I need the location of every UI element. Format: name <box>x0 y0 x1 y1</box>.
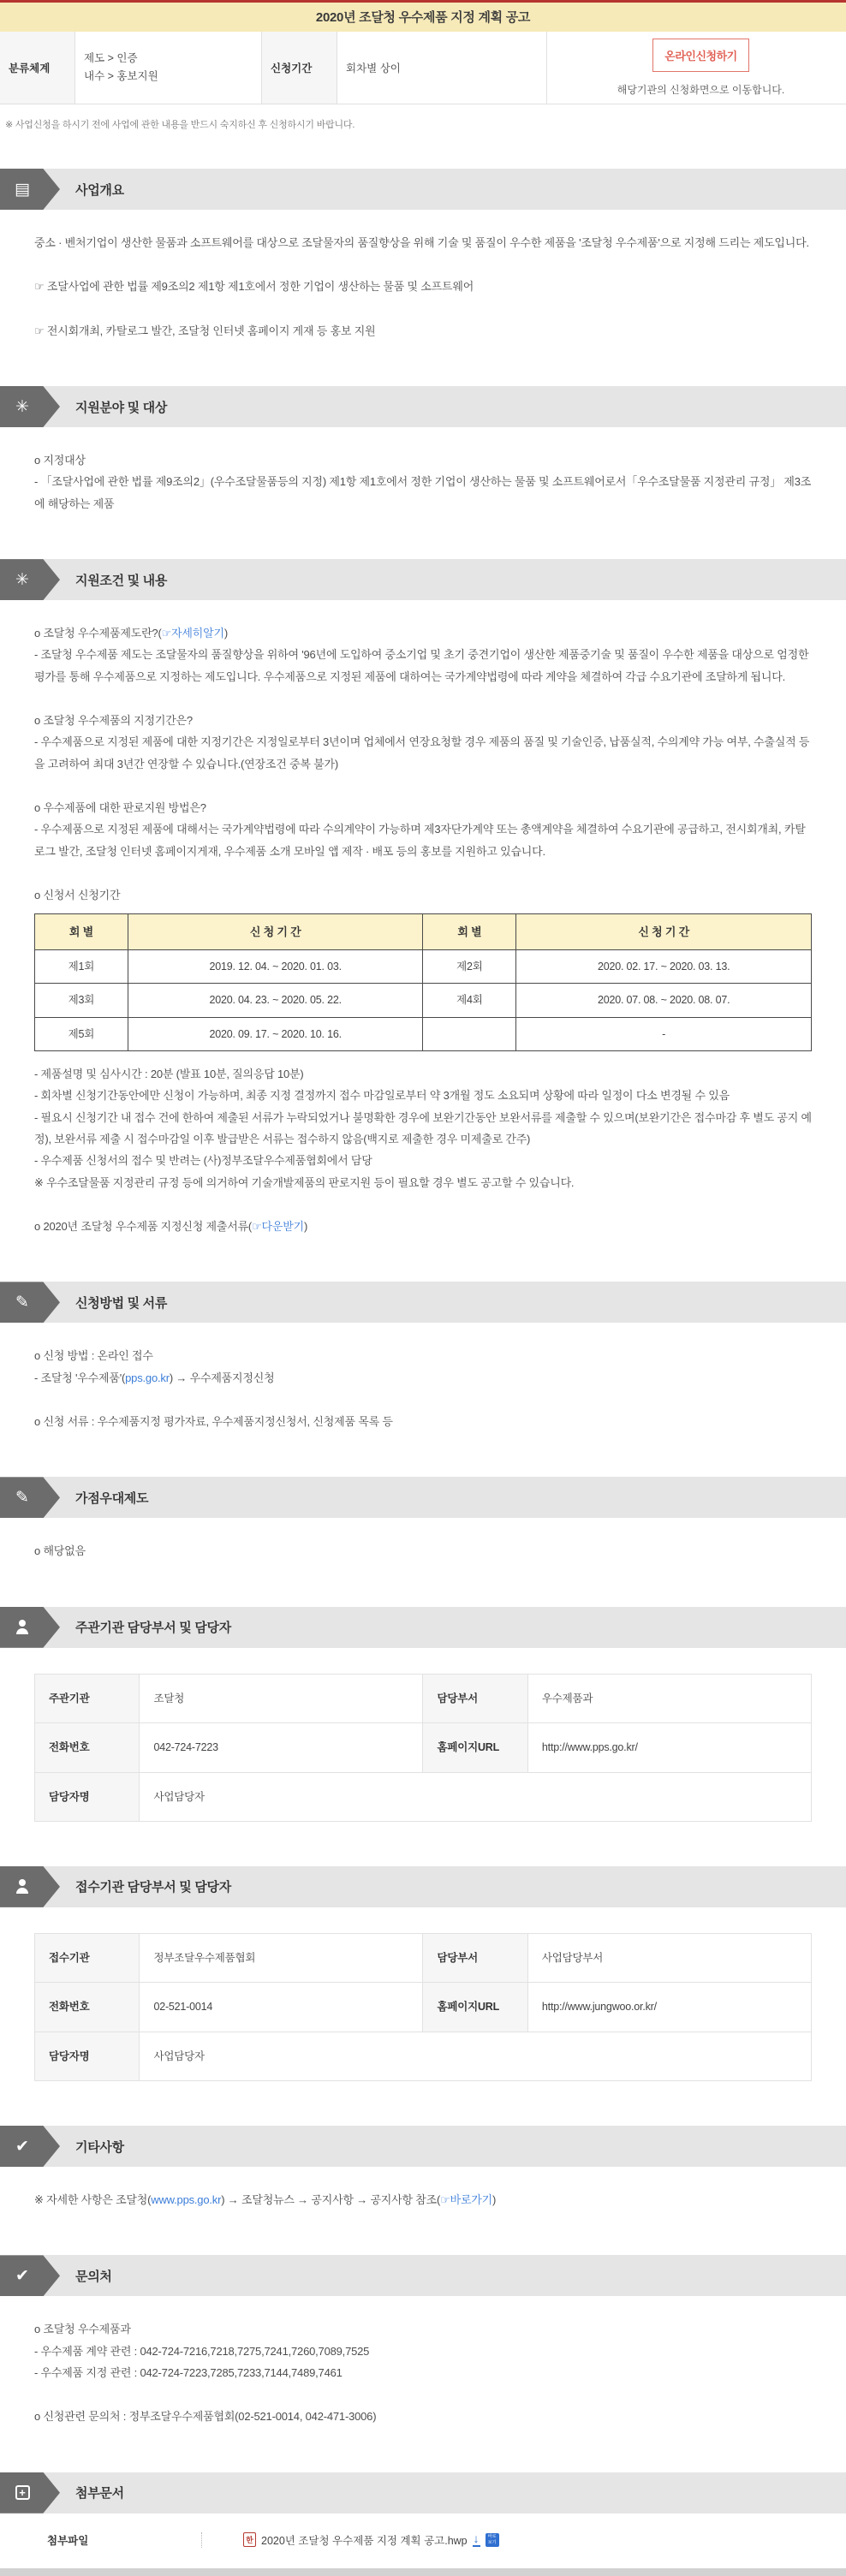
pps-homepage-link[interactable]: www.pps.go.kr <box>151 2193 222 2206</box>
org-value: 사업담당자 <box>140 1772 812 1821</box>
schedule-cell: 제4회 <box>423 984 516 1017</box>
conditions-answer-3: - 우수제품으로 지정된 제품에 대해서는 국가계약법령에 따라 수의계약이 가능하며 제3자단가계약 또는 총액계약을 체결하여 수요기관에 공급하고, 전시회개최, 카탈로그 발간, 조달청 인터넷 홈페이지게재, 우수제품 소개 모바일 앱 제작 · 배포 등의 홍보를 지원하고 있습니다. <box>34 823 806 858</box>
section-title-target: 지원분야 및 대상 <box>75 400 168 415</box>
section-title-contact: 문의처 <box>75 2269 112 2284</box>
shortcut-link[interactable]: ☞바로가기 <box>440 2193 493 2206</box>
section-header-recv <box>0 1866 846 1907</box>
schedule-cell: 2020. 07. 08. ~ 2020. 08. 07. <box>516 984 812 1017</box>
section-body-overview <box>0 210 846 367</box>
apply-area <box>547 32 846 104</box>
download-docs-link[interactable]: ☞다운받기 <box>252 1220 304 1234</box>
section-header-method <box>0 1282 846 1323</box>
schedule-cell: 제2회 <box>423 949 516 983</box>
category-line-2: 내수 > 홍보지원 <box>84 70 158 82</box>
section-header-etc <box>0 2126 846 2167</box>
schedule-cell: 2020. 04. 23. ~ 2020. 05. 22. <box>128 984 423 1017</box>
section-header-conditions <box>0 559 846 600</box>
conditions-question-2: o 조달청 우수제품의 지정기간은? <box>34 714 193 728</box>
recv-value: 사업담당부서 <box>527 1933 811 1982</box>
recv-value: 02-521-0014 <box>140 1983 423 2032</box>
org-label: 주관기관 <box>35 1674 140 1722</box>
section-title-bonus: 가점우대제도 <box>75 1490 149 1506</box>
schedule-cell: - <box>516 1017 812 1050</box>
application-schedule-table <box>34 913 812 1051</box>
section-body-conditions <box>0 600 846 1263</box>
schedule-row <box>35 949 812 983</box>
attachment-file <box>201 2532 499 2548</box>
org-label: 담당부서 <box>423 1674 527 1722</box>
schedule-table-title: o 신청서 신청기간 <box>34 889 121 902</box>
schedule-cell <box>423 1017 516 1050</box>
schedule-col-header: 신 청 기 간 <box>128 913 423 949</box>
method-line: o 신청 방법 : 온라인 접수 <box>34 1349 153 1363</box>
contact-line: - 우수제품 지정 관련 : 042-724-7223,7285,7233,7144,7489,7461 <box>34 2366 343 2380</box>
section-body-etc <box>0 2167 846 2236</box>
person-icon <box>0 1866 60 1907</box>
pre-apply-notice: ※ 사업신청을 하시기 전에 사업에 관한 내용을 반드시 숙지하신 후 신청하시기 바랍니다. <box>5 120 355 130</box>
period-label: 신청기간 <box>262 32 337 104</box>
contact-line: - 우수제품 계약 관련 : 042-724-7216,7218,7275,7241,7260,7089,7525 <box>34 2344 370 2358</box>
preview-icon[interactable]: 바로보기 <box>486 2533 499 2547</box>
org-value: 042-724-7223 <box>140 1723 423 1772</box>
conditions-question-3: o 우수제품에 대한 판로지원 방법은? <box>34 801 206 815</box>
checkmark-icon <box>0 2255 60 2296</box>
org-value: 우수제품과 <box>527 1674 811 1722</box>
section-title-overview: 사업개요 <box>75 182 124 198</box>
schedule-col-header: 신 청 기 간 <box>516 913 812 949</box>
attachment-row <box>0 2514 846 2568</box>
download-icon[interactable] <box>473 2532 480 2547</box>
table-row <box>35 1772 812 1821</box>
recv-label: 접수기관 <box>35 1933 140 1982</box>
schedule-header-row <box>35 913 812 949</box>
section-header-attach <box>0 2472 846 2514</box>
schedule-cell: 2019. 12. 04. ~ 2020. 01. 03. <box>128 949 423 983</box>
schedule-cell: 제3회 <box>35 984 128 1017</box>
category-label: 분류체계 <box>0 32 75 104</box>
org-label: 홈페이지URL <box>423 1723 527 1772</box>
section-body-org <box>0 1648 846 1847</box>
section-header-target <box>0 386 846 427</box>
schedule-cell: 2020. 02. 17. ~ 2020. 03. 13. <box>516 949 812 983</box>
table-row <box>35 1723 812 1772</box>
recv-label: 담당부서 <box>423 1933 527 1982</box>
recv-label: 홈페이지URL <box>423 1983 527 2032</box>
recv-label: 전화번호 <box>35 1983 140 2032</box>
schedule-note: - 우수제품 신청서의 접수 및 반려는 (사)정부조달우수제품협회에서 담당 <box>34 1154 372 1168</box>
section-body-target <box>0 427 846 540</box>
target-subheading: o 지정대상 <box>34 454 86 467</box>
table-row <box>35 1933 812 1982</box>
page-title: 2020년 조달청 우수제품 지정 계획 공고 <box>315 10 531 25</box>
section-body-recv <box>0 1907 846 2107</box>
footer-bar <box>0 2568 846 2576</box>
schedule-cell: 2020. 09. 17. ~ 2020. 10. 16. <box>128 1017 423 1050</box>
detail-info-link[interactable]: ☞자세히알기 <box>161 627 224 640</box>
meta-info-row <box>0 32 846 104</box>
schedule-note: - 필요시 신청기간 내 접수 건에 한하여 제출된 서류가 누락되었거나 불명확한 경우에 보완기간동안 보완서류를 제출할 수 있으며(보완기간은 접수마감 후 별도 공지 예정), 보완서류 제출 시 접수마감일 이후 발급받은 서류는 접수하지 않음(백지로 제출한 경우 미제출로 간주) <box>34 1110 812 1145</box>
section-title-etc: 기타사항 <box>75 2139 124 2155</box>
section-title-org: 주관기관 담당부서 및 담당자 <box>75 1621 231 1636</box>
schedule-col-header: 회 별 <box>35 913 128 949</box>
target-paragraph: - 「조달사업에 관한 법률 제9조의2」(우수조달물품등의 지정) 제1항 제1호에서 정한 기업이 생산하는 물품 및 소프트웨어로서「우수조달물품 지정관리 규정」 제3조에 해당하는 제품 <box>34 475 812 510</box>
section-body-contact <box>0 2296 846 2453</box>
dotted-circle-icon <box>0 386 60 427</box>
overview-paragraph: ☞ 전시회개최, 카탈로그 발간, 조달청 인터넷 홈페이지 게재 등 홍보 지원 <box>34 324 376 337</box>
section-body-bonus <box>0 1518 846 1587</box>
schedule-note: ※ 우수조달물품 지정관리 규정 등에 의거하여 기술개발제품의 판로지원 등이 필요할 경우 별도 공고할 수 있습니다. <box>34 1175 575 1189</box>
schedule-col-header: 회 별 <box>423 913 516 949</box>
section-header-org <box>0 1607 846 1648</box>
org-label: 전화번호 <box>35 1723 140 1772</box>
section-title-attach: 첨부문서 <box>75 2486 124 2502</box>
submission-docs-line: o 2020년 조달청 우수제품 지정신청 제출서류(☞다운받기) <box>34 1220 308 1234</box>
section-header-contact <box>0 2255 846 2296</box>
schedule-cell: 제5회 <box>35 1017 128 1050</box>
org-value: 조달청 <box>140 1674 423 1722</box>
section-title-recv: 접수기관 담당부서 및 담당자 <box>75 1880 231 1895</box>
checkmark-icon <box>0 2126 60 2167</box>
contact-line: o 신청관련 문의처 : 정부조달우수제품협회(02-521-0014, 042-471-3006) <box>34 2410 377 2424</box>
org-contact-table <box>34 1674 812 1822</box>
recv-value: 사업담당자 <box>140 2032 812 2080</box>
plus-icon <box>0 2472 60 2514</box>
schedule-note: - 회차별 신청기간동안에만 신청이 가능하며, 최종 지정 결정까지 접수 마감일로부터 약 3개월 정도 소요되며 상황에 따라 일정이 다소 변경될 수 있음 <box>34 1089 730 1103</box>
table-row <box>35 1983 812 2032</box>
org-label: 담당자명 <box>35 1772 140 1821</box>
attachment-label: 첨부파일 <box>47 2534 89 2547</box>
document-lines-icon <box>0 169 60 210</box>
pencil-document-icon <box>0 1477 60 1518</box>
section-body-method <box>0 1323 846 1458</box>
person-icon <box>0 1607 60 1648</box>
recv-contact-table <box>34 1933 812 2081</box>
pps-site-link[interactable]: pps.go.kr <box>125 1371 170 1384</box>
conditions-answer-2: - 우수제품으로 지정된 제품에 대한 지정기간은 지정일로부터 3년이며 업체에서 연장요청할 경우 제품의 품질 및 기술인증, 납품실적, 수의계약 가능 여부, 수출실적 등을 고려하여 최대 3년간 연장할 수 있습니다.(연장조건 중복 불가) <box>34 735 810 770</box>
hwp-file-icon <box>243 2532 256 2547</box>
section-title-conditions: 지원조건 및 내용 <box>75 573 168 588</box>
schedule-row <box>35 1017 812 1050</box>
online-apply-button[interactable]: 온라인신청하기 <box>652 39 748 72</box>
recv-label: 담당자명 <box>35 2032 140 2080</box>
conditions-question-1: o 조달청 우수제품제도란?(☞자세히알기) <box>34 627 228 640</box>
category-line-1: 제도 > 인증 <box>84 51 138 64</box>
org-value: http://www.pps.go.kr/ <box>527 1723 811 1772</box>
overview-paragraph: 중소 · 벤처기업이 생산한 물품과 소프트웨어를 대상으로 조달물자의 품질향상을 위해 기술 및 품질이 우수한 제품을 '조달청 우수제품'으로 지정해 드리는 제도입니다. <box>34 236 809 249</box>
overview-paragraph: ☞ 조달사업에 관한 법률 제9조의2 제1항 제1호에서 정한 기업이 생산하는 물품 및 소프트웨어 <box>34 280 474 294</box>
period-value: 회차별 상이 <box>337 32 547 104</box>
bonus-line: o 해당없음 <box>34 1544 86 1558</box>
table-row <box>35 1674 812 1722</box>
recv-value: 정부조달우수제품협회 <box>140 1933 423 1982</box>
pencil-document-icon <box>0 1282 60 1323</box>
section-header-overview <box>0 169 846 210</box>
method-line: - 조달청 '우수제품'(pps.go.kr) → 우수제품지정신청 <box>34 1371 275 1384</box>
apply-note: 해당기관의 신청화면으로 이동합니다. <box>617 84 785 96</box>
conditions-answer-1: - 조달청 우수제품 제도는 조달물자의 품질향상을 위하여 '96년에 도입하여 중소기업 및 초기 중견기업이 생산한 제품중기술 및 품질이 우수한 제품을 대상으로 엄정한 평가를 통해 우수제품으로 지정하는 제도입니다. 우수제품으로 지정된 제품에 대하여는 국가계약법령에 따라 계약을 체결하여 각급 수요기관에 조달하게 됩니다. <box>34 648 809 683</box>
method-line: o 신청 서류 : 우수제품지정 평가자료, 우수제품지정신청서, 신청제품 목록 등 <box>34 1415 393 1429</box>
section-title-method: 신청방법 및 서류 <box>75 1295 168 1311</box>
table-row <box>35 2032 812 2080</box>
category-value <box>75 32 262 104</box>
dotted-circle-icon <box>0 559 60 600</box>
announcement-title-bar <box>0 0 846 32</box>
etc-line: ※ 자세한 사항은 조달청(www.pps.go.kr) → 조달청뉴스 → 공지사항 → 공지사항 참조(☞바로가기) <box>34 2193 497 2206</box>
attachment-file-link[interactable]: 2020년 조달청 우수제품 지정 계획 공고.hwp <box>261 2534 468 2547</box>
schedule-row <box>35 984 812 1017</box>
schedule-cell: 제1회 <box>35 949 128 983</box>
section-header-bonus <box>0 1477 846 1518</box>
recv-value: http://www.jungwoo.or.kr/ <box>527 1983 811 2032</box>
schedule-note: - 제품설명 및 심사시간 : 20분 (발표 10분, 질의응답 10분) <box>34 1067 304 1080</box>
contact-line: o 조달청 우수제품과 <box>34 2323 131 2336</box>
